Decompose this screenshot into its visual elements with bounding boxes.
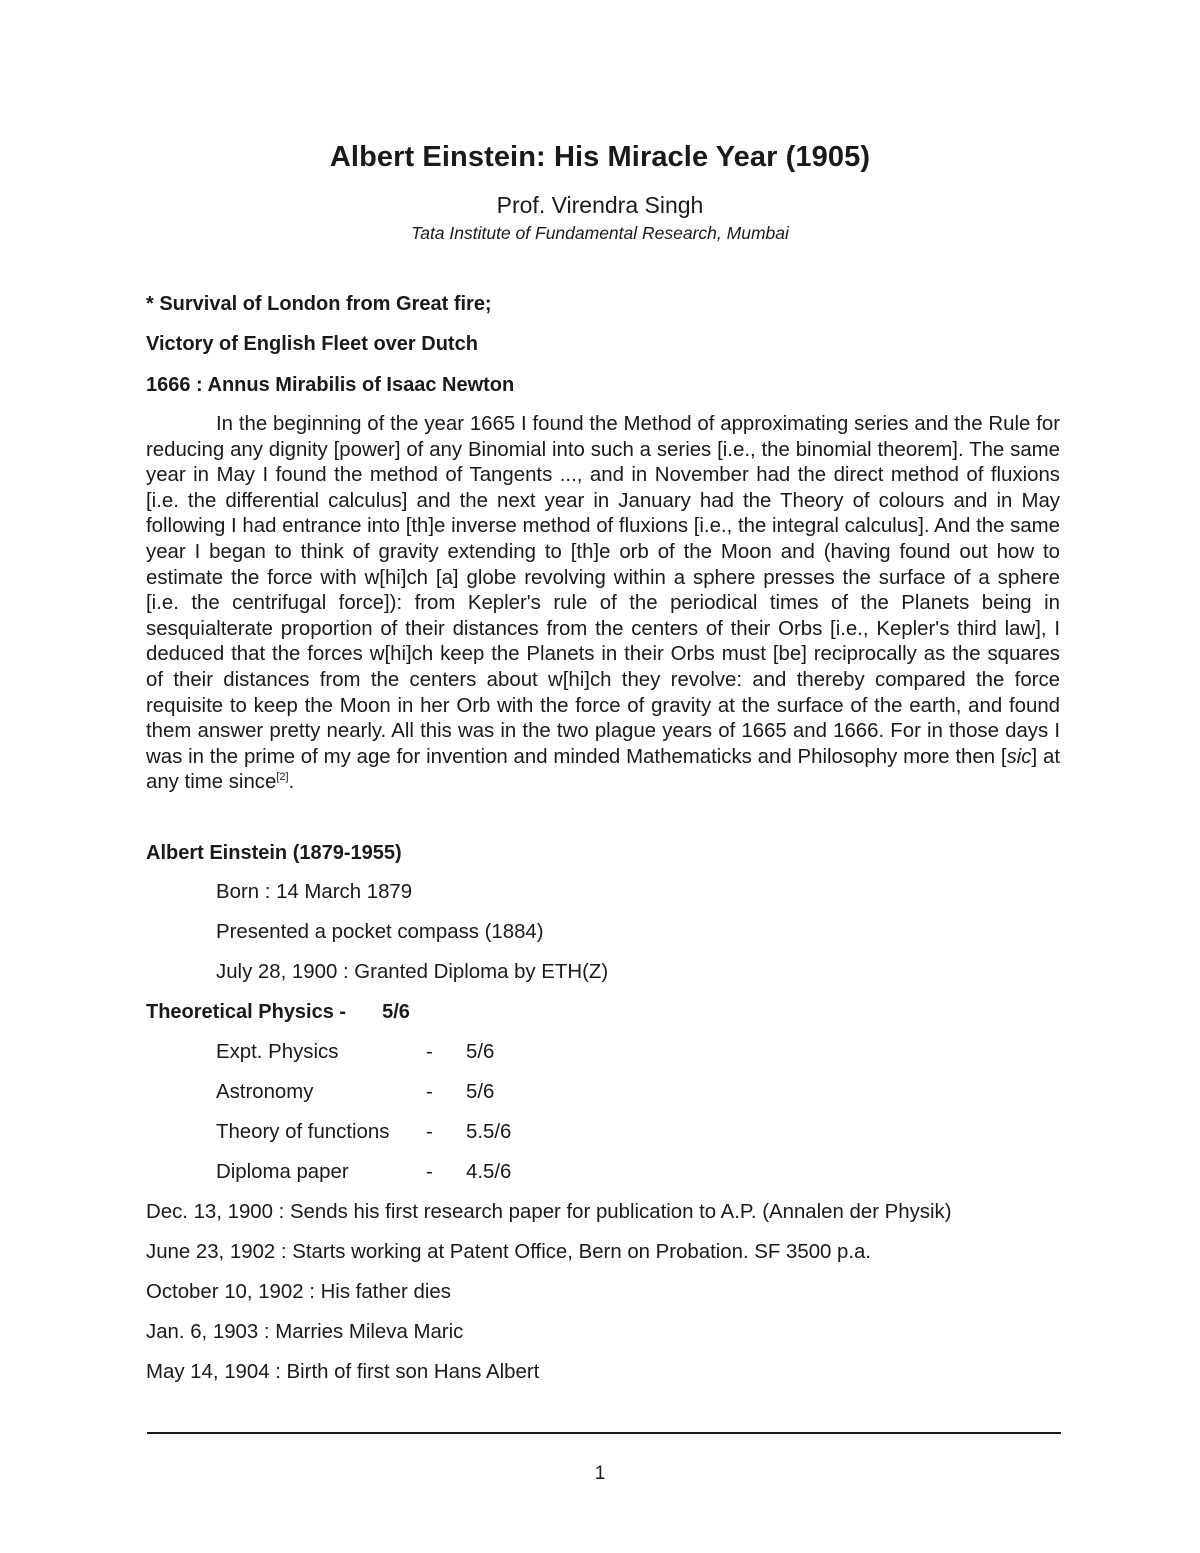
grade-subject: Expt. Physics xyxy=(216,1041,339,1063)
grade-dash: - xyxy=(426,1081,433,1103)
grade-row xyxy=(216,1041,494,1064)
grade-subject: Astronomy xyxy=(216,1081,314,1103)
author-name: Prof. Virendra Singh xyxy=(496,192,704,218)
grade-main-value: 5/6 xyxy=(382,1001,410,1023)
early-life-born: Born : 14 March 1879 xyxy=(216,881,413,903)
timeline-item: October 10, 1902 : His father dies xyxy=(146,1281,451,1303)
heading-victory: Victory of English Fleet over Dutch xyxy=(146,333,478,355)
page-number: 1 xyxy=(594,1463,606,1484)
grade-value: 5/6 xyxy=(466,1041,495,1063)
grade-value: 4.5/6 xyxy=(466,1161,512,1183)
grade-value: 5/6 xyxy=(466,1081,495,1103)
quote-text-end: . xyxy=(288,771,295,794)
grade-row xyxy=(216,1161,511,1184)
grade-row xyxy=(216,1121,511,1144)
quote-text: In the beginning of the year 1665 I found the Method of approximating series and the Rule for reducing any dignity [power] of any Binomial into such a series [i.e., the binomial theorem]. The same year in May I found the method of Tangents ..., and in November had the direct method of fluxions [i.e. the differential calculus] and the next year in January had the Theory of colours and in May following I had entrance into [th]e inverse method of fluxions [i.e., the integral calculus]. And the same year I began to think of gravity extending to [th]e orb of the Moon and (having found out how to estimate the force with w[hi]ch [a] globe revolving within a sphere presses the surface of a sphere [i.e. the centrifugal force]): from Kepler's rule of the periodical times of the Planets being in sesquialterate proportion of their distances from the centers of their Orbs [i.e., Kepler's third law], I deduced that the forces w[hi]ch keep the Planets in their Orbs must [be] reciprocally as the squares of their distances from the centers about w[hi]ch they revolve: and thereby compared the force requisite to keep the Moon in her Orb with the force of gravity at the surface of the earth, and found them answer pretty nearly. All this was in the two plague years of 1665 and 1666. For in those days I was in the prime of my age for invention and minded Mathematicks and Philosophy more then [ xyxy=(146,413,1060,768)
grade-subject: Diploma paper xyxy=(216,1161,349,1183)
grade-row xyxy=(216,1081,494,1104)
footer-divider xyxy=(147,1432,1061,1434)
grade-main-label: Theoretical Physics - xyxy=(146,1001,347,1023)
timeline-item: June 23, 1902 : Starts working at Patent Office, Bern on Probation. SF 3500 p.a. xyxy=(146,1241,872,1263)
timeline-item: Jan. 6, 1903 : Marries Mileva Maric xyxy=(146,1321,464,1343)
early-life-compass: Presented a pocket compass (1884) xyxy=(216,921,544,943)
heading-annus-mirabilis: 1666 : Annus Mirabilis of Isaac Newton xyxy=(146,374,515,396)
paper-title: Albert Einstein: His Miracle Year (1905) xyxy=(329,141,871,173)
heading-einstein: Albert Einstein (1879-1955) xyxy=(146,842,402,864)
grade-dash: - xyxy=(426,1121,433,1143)
timeline-item: Dec. 13, 1900 : Sends his first research paper for publication to A.P. (Annalen der Physik) xyxy=(146,1201,952,1223)
grade-dash: - xyxy=(426,1161,433,1183)
footnote-reference[interactable]: [2] xyxy=(276,771,289,784)
grade-main xyxy=(146,1001,410,1024)
author-affiliation: Tata Institute of Fundamental Research, Mumbai xyxy=(411,223,789,243)
early-life-diploma: July 28, 1900 : Granted Diploma by ETH(Z) xyxy=(216,961,609,983)
newton-quote-paragraph xyxy=(146,412,1060,796)
quote-sic: sic xyxy=(1006,745,1032,768)
grade-value: 5.5/6 xyxy=(466,1121,512,1143)
timeline-item: May 14, 1904 : Birth of first son Hans Albert xyxy=(146,1361,540,1383)
quote-text-after-sic: ] at any time since xyxy=(146,745,1060,794)
heading-survival: * Survival of London from Great fire; xyxy=(146,293,492,315)
grade-subject: Theory of functions xyxy=(216,1121,390,1143)
grade-dash: - xyxy=(426,1041,433,1063)
